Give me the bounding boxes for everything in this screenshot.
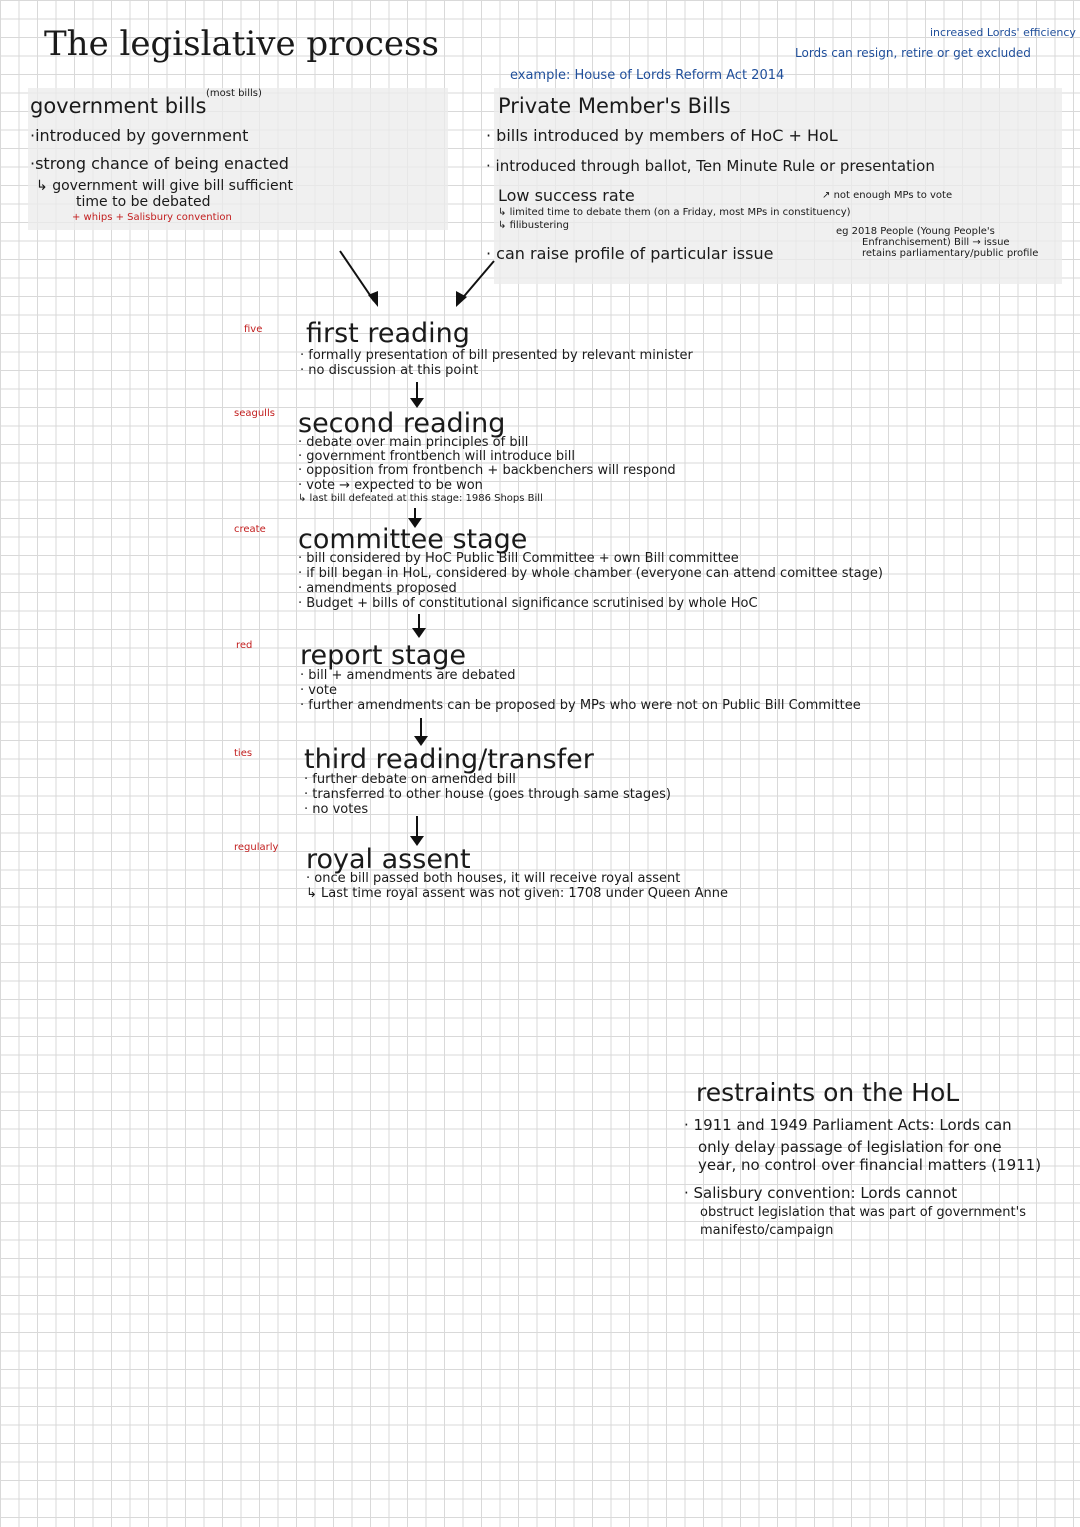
stage2-line-5: ↳ last bill defeated at this stage: 1986 Shops Bill bbox=[298, 493, 543, 504]
gov-line-4: time to be debated bbox=[76, 194, 211, 210]
stage-title-committee-stage: committee stage bbox=[298, 524, 528, 555]
government-bills-heading: government bills bbox=[30, 94, 207, 118]
pmb-note-eg1: eg 2018 People (Young People's bbox=[836, 226, 995, 237]
stage-title-first-reading: first reading bbox=[306, 318, 470, 349]
gov-plus-note: + whips + Salisbury convention bbox=[72, 212, 232, 223]
side-note-2: seagulls bbox=[234, 408, 275, 419]
stage-title-second-reading: second reading bbox=[298, 408, 506, 439]
stage-title-report-stage: report stage bbox=[300, 640, 466, 671]
stage3-line-1: · bill considered by HoC Public Bill Committee + own Bill committee bbox=[298, 551, 739, 566]
restraints-p2-line-2: obstruct legislation that was part of government's bbox=[700, 1205, 1026, 1220]
restraints-p2-line-1: · Salisbury convention: Lords cannot bbox=[684, 1184, 958, 1202]
side-note-3: create bbox=[234, 524, 266, 535]
pmb-line-1: · bills introduced by members of HoC + HoL bbox=[486, 126, 838, 145]
pmb-line-4: ↳ limited time to debate them (on a Friday, most MPs in constituency) bbox=[498, 207, 851, 218]
gov-line-2: ·strong chance of being enacted bbox=[30, 154, 289, 173]
stage2-line-4: · vote → expected to be won bbox=[298, 478, 483, 493]
restraints-p2-line-3: manifesto/campaign bbox=[700, 1223, 834, 1238]
stage5-line-2: · transferred to other house (goes through same stages) bbox=[304, 787, 671, 802]
government-bills-aside: (most bills) bbox=[206, 88, 262, 99]
page-title: The legislative process bbox=[44, 24, 439, 64]
restraints-heading: restraints on the HoL bbox=[696, 1078, 960, 1107]
arrow-down-icon bbox=[418, 614, 420, 636]
restraints-p1-line-2: only delay passage of legislation for one bbox=[698, 1138, 1002, 1156]
side-note-5: ties bbox=[234, 748, 253, 759]
restraints-p1-line-1: · 1911 and 1949 Parliament Acts: Lords can bbox=[684, 1116, 1012, 1134]
pmb-line-6: · can raise profile of particular issue bbox=[486, 244, 774, 263]
arrow-down-icon bbox=[416, 382, 418, 406]
stage4-line-3: · further amendments can be proposed by MPs who were not on Public Bill Committee bbox=[300, 698, 861, 713]
arrow-down-icon bbox=[416, 816, 418, 844]
note-example-reform-act: example: House of Lords Reform Act 2014 bbox=[510, 68, 785, 83]
stage6-line-2: ↳ Last time royal assent was not given: 1708 under Queen Anne bbox=[306, 886, 728, 901]
stage1-line-2: · no discussion at this point bbox=[300, 363, 479, 378]
side-note-4: red bbox=[236, 640, 253, 651]
stage2-line-3: · opposition from frontbench + backbenchers will respond bbox=[298, 463, 676, 478]
stage4-line-2: · vote bbox=[300, 683, 338, 698]
stage6-line-1: · once bill passed both houses, it will receive royal assent bbox=[306, 871, 681, 886]
stage5-line-3: · no votes bbox=[304, 802, 369, 817]
side-note-6: regularly bbox=[234, 842, 279, 853]
stage1-line-1: · formally presentation of bill presented by relevant minister bbox=[300, 348, 693, 363]
gov-line-1: ·introduced by government bbox=[30, 126, 249, 145]
stage3-line-3: · amendments proposed bbox=[298, 581, 457, 596]
stage3-line-4: · Budget + bills of constitutional significance scrutinised by whole HoC bbox=[298, 596, 758, 611]
pmb-note-mps: ↗ not enough MPs to vote bbox=[822, 190, 953, 201]
pmb-line-5: ↳ filibustering bbox=[498, 220, 569, 231]
pmb-heading: Private Member's Bills bbox=[498, 94, 731, 118]
stage3-line-2: · if bill began in HoL, considered by whole chamber (everyone can attend comittee stage) bbox=[298, 566, 883, 581]
pmb-note-eg2: Enfranchisement) Bill → issue bbox=[862, 237, 1010, 248]
restraints-p1-line-3: year, no control over financial matters (1911) bbox=[698, 1156, 1042, 1174]
side-note-1: five bbox=[244, 324, 263, 335]
stage4-line-1: · bill + amendments are debated bbox=[300, 668, 516, 683]
stage2-line-1: · debate over main principles of bill bbox=[298, 435, 529, 450]
note-lords-resign: Lords can resign, retire or get excluded bbox=[795, 46, 1031, 60]
note-lords-efficiency: increased Lords' efficiency bbox=[930, 26, 1076, 39]
arrow-down-icon bbox=[420, 718, 422, 744]
stage2-line-2: · government frontbench will introduce bill bbox=[298, 449, 575, 464]
pmb-line-3: Low success rate bbox=[498, 186, 635, 205]
gov-line-3: ↳ government will give bill sufficient bbox=[36, 178, 293, 194]
stage-title-royal-assent: royal assent bbox=[306, 844, 471, 875]
converging-arrows-icon bbox=[330, 245, 500, 315]
stage5-line-1: · further debate on amended bill bbox=[304, 772, 516, 787]
stage-title-third-reading: third reading/transfer bbox=[304, 744, 594, 775]
pmb-line-2: · introduced through ballot, Ten Minute Rule or presentation bbox=[486, 157, 935, 175]
pmb-note-eg3: retains parliamentary/public profile bbox=[862, 248, 1039, 259]
